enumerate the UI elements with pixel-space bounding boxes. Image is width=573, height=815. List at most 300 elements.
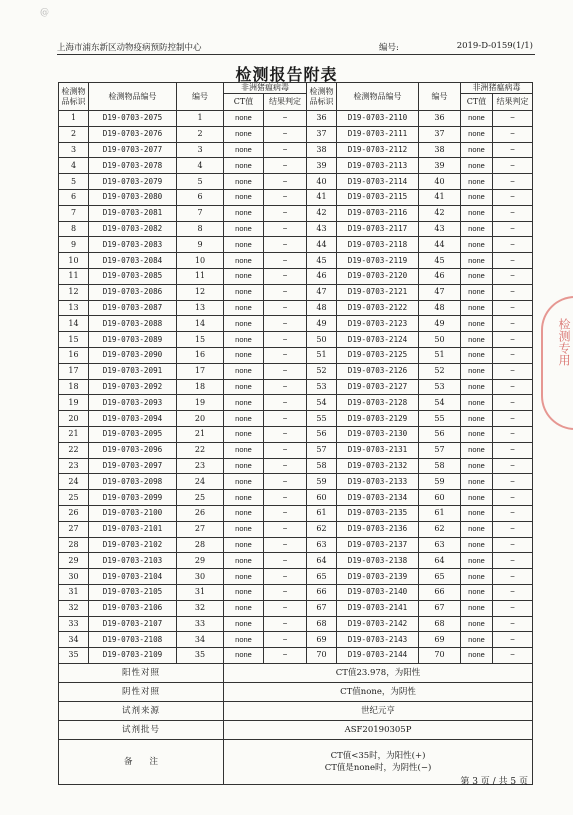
- cell-code: D19-0703-2081: [89, 205, 177, 221]
- table-row: [59, 569, 533, 585]
- cell-code2: D19-0703-2133: [337, 474, 419, 490]
- cell-code2: D19-0703-2143: [337, 632, 419, 648]
- cell-code: D19-0703-2076: [89, 126, 177, 142]
- cell-res: −: [264, 111, 307, 127]
- table-row: [59, 553, 533, 569]
- cell-id: 14: [59, 316, 89, 332]
- cell-res2: −: [493, 505, 533, 521]
- cell-id2: 53: [307, 379, 337, 395]
- cell-no2: 65: [419, 569, 461, 585]
- cell-code: D19-0703-2079: [89, 174, 177, 190]
- cell-code: D19-0703-2103: [89, 553, 177, 569]
- cell-code: D19-0703-2087: [89, 300, 177, 316]
- cell-ct: none: [224, 268, 264, 284]
- cell-id2: 60: [307, 490, 337, 506]
- cell-code2: D19-0703-2140: [337, 584, 419, 600]
- reagent-batch-label: 试剂批号: [59, 720, 224, 739]
- cell-id: 22: [59, 442, 89, 458]
- cell-res: −: [264, 126, 307, 142]
- cell-no: 24: [177, 474, 224, 490]
- corner-mark: @: [40, 8, 49, 18]
- col-sample-code: 检测物品编号: [89, 83, 177, 111]
- cell-id: 29: [59, 553, 89, 569]
- table-row: [59, 474, 533, 490]
- cell-no2: 59: [419, 474, 461, 490]
- cell-res: −: [264, 616, 307, 632]
- cell-no2: 36: [419, 111, 461, 127]
- cell-res: −: [264, 253, 307, 269]
- table-row: [59, 521, 533, 537]
- cell-code: D19-0703-2105: [89, 584, 177, 600]
- cell-no: 33: [177, 616, 224, 632]
- cell-id: 9: [59, 237, 89, 253]
- cell-no: 10: [177, 253, 224, 269]
- cell-res: −: [264, 442, 307, 458]
- cell-res: −: [264, 632, 307, 648]
- cell-ct2: none: [461, 411, 493, 427]
- page-number: 第 3 页 / 共 5 页: [460, 777, 528, 787]
- cell-res: −: [264, 158, 307, 174]
- col-ct-2: CT值: [461, 94, 493, 111]
- cell-ct2: none: [461, 426, 493, 442]
- cell-code2: D19-0703-2144: [337, 648, 419, 664]
- cell-no: 18: [177, 379, 224, 395]
- table-row: [59, 189, 533, 205]
- cell-res: −: [264, 521, 307, 537]
- cell-id2: 59: [307, 474, 337, 490]
- cell-id2: 37: [307, 126, 337, 142]
- cell-no: 6: [177, 189, 224, 205]
- cell-res: −: [264, 189, 307, 205]
- cell-res: −: [264, 648, 307, 664]
- cell-id2: 55: [307, 411, 337, 427]
- cell-no: 12: [177, 284, 224, 300]
- cell-ct: none: [224, 189, 264, 205]
- cell-no: 21: [177, 426, 224, 442]
- cell-id2: 36: [307, 111, 337, 127]
- negative-control-row: [59, 682, 533, 701]
- table-row: [59, 600, 533, 616]
- cell-res2: −: [493, 521, 533, 537]
- cell-ct: none: [224, 142, 264, 158]
- cell-no: 14: [177, 316, 224, 332]
- col-number-2: 编号: [419, 83, 461, 111]
- positive-control-row: [59, 663, 533, 682]
- cell-no2: 56: [419, 426, 461, 442]
- cell-code2: D19-0703-2113: [337, 158, 419, 174]
- cell-code2: D19-0703-2138: [337, 553, 419, 569]
- cell-res: −: [264, 268, 307, 284]
- cell-code: D19-0703-2080: [89, 189, 177, 205]
- table-row: [59, 616, 533, 632]
- cell-ct2: none: [461, 268, 493, 284]
- cell-res2: −: [493, 395, 533, 411]
- cell-id2: 50: [307, 332, 337, 348]
- cell-res: −: [264, 458, 307, 474]
- cell-no2: 62: [419, 521, 461, 537]
- cell-id2: 47: [307, 284, 337, 300]
- cell-ct: none: [224, 411, 264, 427]
- cell-ct2: none: [461, 505, 493, 521]
- cell-res2: −: [493, 237, 533, 253]
- cell-no: 22: [177, 442, 224, 458]
- cell-res2: −: [493, 537, 533, 553]
- table-row: [59, 379, 533, 395]
- cell-no2: 70: [419, 648, 461, 664]
- cell-no2: 43: [419, 221, 461, 237]
- cell-id: 1: [59, 111, 89, 127]
- cell-code: D19-0703-2085: [89, 268, 177, 284]
- reagent-batch-row: [59, 720, 533, 739]
- cell-no2: 53: [419, 379, 461, 395]
- cell-code: D19-0703-2077: [89, 142, 177, 158]
- cell-res2: −: [493, 332, 533, 348]
- cell-no2: 49: [419, 316, 461, 332]
- cell-no2: 46: [419, 268, 461, 284]
- remarks-label: 备 注: [59, 739, 224, 784]
- cell-id: 31: [59, 584, 89, 600]
- cell-ct2: none: [461, 189, 493, 205]
- page-title: 检测报告附表: [235, 65, 338, 84]
- cell-ct2: none: [461, 584, 493, 600]
- cell-ct: none: [224, 126, 264, 142]
- cell-res2: −: [493, 474, 533, 490]
- cell-ct2: none: [461, 363, 493, 379]
- cell-id: 17: [59, 363, 89, 379]
- cell-id: 21: [59, 426, 89, 442]
- cell-id2: 45: [307, 253, 337, 269]
- cell-no2: 39: [419, 158, 461, 174]
- header-row-1: [59, 83, 533, 94]
- cell-id: 20: [59, 411, 89, 427]
- cell-no: 15: [177, 332, 224, 348]
- cell-id2: 48: [307, 300, 337, 316]
- cell-code2: D19-0703-2123: [337, 316, 419, 332]
- cell-no: 11: [177, 268, 224, 284]
- cell-ct2: none: [461, 616, 493, 632]
- cell-ct2: none: [461, 126, 493, 142]
- cell-ct: none: [224, 332, 264, 348]
- cell-id: 30: [59, 569, 89, 585]
- cell-no2: 55: [419, 411, 461, 427]
- cell-code2: D19-0703-2132: [337, 458, 419, 474]
- cell-id2: 67: [307, 600, 337, 616]
- table-row: [59, 237, 533, 253]
- col-number: 编号: [177, 83, 224, 111]
- cell-id: 27: [59, 521, 89, 537]
- cell-no: 29: [177, 553, 224, 569]
- cell-res: −: [264, 395, 307, 411]
- cell-res2: −: [493, 253, 533, 269]
- cell-code: D19-0703-2094: [89, 411, 177, 427]
- cell-id: 7: [59, 205, 89, 221]
- cell-res: −: [264, 411, 307, 427]
- cell-id: 26: [59, 505, 89, 521]
- cell-no: 28: [177, 537, 224, 553]
- cell-ct2: none: [461, 442, 493, 458]
- cell-id: 23: [59, 458, 89, 474]
- cell-res: −: [264, 505, 307, 521]
- cell-no2: 58: [419, 458, 461, 474]
- cell-res: −: [264, 347, 307, 363]
- cell-res2: −: [493, 347, 533, 363]
- cell-no: 35: [177, 648, 224, 664]
- cell-code2: D19-0703-2114: [337, 174, 419, 190]
- remarks-line-2: CT值是none时，为阴性(−): [324, 762, 432, 773]
- cell-code2: D19-0703-2141: [337, 600, 419, 616]
- cell-res2: −: [493, 221, 533, 237]
- cell-no: 9: [177, 237, 224, 253]
- cell-ct2: none: [461, 395, 493, 411]
- cell-res2: −: [493, 111, 533, 127]
- cell-id: 24: [59, 474, 89, 490]
- cell-ct2: none: [461, 648, 493, 664]
- col-result-2: 结果判定: [493, 94, 533, 111]
- col-sample-code-2: 检测物品编号: [337, 83, 419, 111]
- cell-code2: D19-0703-2131: [337, 442, 419, 458]
- cell-no2: 38: [419, 142, 461, 158]
- cell-ct2: none: [461, 600, 493, 616]
- cell-no: 27: [177, 521, 224, 537]
- cell-code: D19-0703-2106: [89, 600, 177, 616]
- cell-code2: D19-0703-2124: [337, 332, 419, 348]
- cell-ct: none: [224, 379, 264, 395]
- cell-res: −: [264, 490, 307, 506]
- cell-no2: 44: [419, 237, 461, 253]
- cell-no2: 42: [419, 205, 461, 221]
- table-row: [59, 205, 533, 221]
- cell-res2: −: [493, 268, 533, 284]
- cell-ct2: none: [461, 174, 493, 190]
- cell-ct: none: [224, 284, 264, 300]
- cell-no: 1: [177, 111, 224, 127]
- negative-control-value: CT值none，为阴性: [224, 682, 533, 701]
- cell-ct2: none: [461, 490, 493, 506]
- cell-code: D19-0703-2091: [89, 363, 177, 379]
- cell-ct2: none: [461, 458, 493, 474]
- cell-ct: none: [224, 205, 264, 221]
- cell-code2: D19-0703-2120: [337, 268, 419, 284]
- cell-code: D19-0703-2093: [89, 395, 177, 411]
- cell-id2: 68: [307, 616, 337, 632]
- cell-code: D19-0703-2102: [89, 537, 177, 553]
- cell-no2: 60: [419, 490, 461, 506]
- cell-no2: 47: [419, 284, 461, 300]
- seal-text: 检测专用: [557, 318, 571, 366]
- cell-code2: D19-0703-2121: [337, 284, 419, 300]
- cell-code2: D19-0703-2116: [337, 205, 419, 221]
- cell-id2: 51: [307, 347, 337, 363]
- cell-code: D19-0703-2083: [89, 237, 177, 253]
- cell-id: 34: [59, 632, 89, 648]
- cell-res2: −: [493, 300, 533, 316]
- cell-id: 12: [59, 284, 89, 300]
- cell-ct2: none: [461, 284, 493, 300]
- cell-id2: 39: [307, 158, 337, 174]
- cell-ct2: none: [461, 253, 493, 269]
- cell-res2: −: [493, 189, 533, 205]
- cell-no2: 41: [419, 189, 461, 205]
- cell-res: −: [264, 221, 307, 237]
- cell-id2: 63: [307, 537, 337, 553]
- cell-no2: 57: [419, 442, 461, 458]
- cell-code2: D19-0703-2115: [337, 189, 419, 205]
- cell-ct: none: [224, 158, 264, 174]
- cell-code: D19-0703-2078: [89, 158, 177, 174]
- cell-id2: 52: [307, 363, 337, 379]
- cell-id: 10: [59, 253, 89, 269]
- cell-code: D19-0703-2075: [89, 111, 177, 127]
- report-number-value: 2019-D-0159(1/1): [456, 41, 533, 51]
- reagent-source-value: 世纪元亨: [224, 701, 533, 720]
- cell-id: 2: [59, 126, 89, 142]
- cell-res: −: [264, 379, 307, 395]
- cell-code: D19-0703-2095: [89, 426, 177, 442]
- cell-no2: 54: [419, 395, 461, 411]
- cell-ct2: none: [461, 537, 493, 553]
- table-row: [59, 126, 533, 142]
- table-row: [59, 584, 533, 600]
- reagent-batch-value: ASF20190305P: [224, 720, 533, 739]
- cell-no2: 68: [419, 616, 461, 632]
- cell-id: 13: [59, 300, 89, 316]
- cell-code2: D19-0703-2128: [337, 395, 419, 411]
- table-row: [59, 158, 533, 174]
- summary-body: [59, 663, 533, 784]
- results-table: [58, 82, 533, 785]
- cell-res2: −: [493, 158, 533, 174]
- cell-no: 34: [177, 632, 224, 648]
- cell-ct2: none: [461, 142, 493, 158]
- cell-code: D19-0703-2107: [89, 616, 177, 632]
- cell-code2: D19-0703-2111: [337, 126, 419, 142]
- cell-ct2: none: [461, 316, 493, 332]
- report-number-label: 编号:: [379, 43, 399, 53]
- table-row: [59, 490, 533, 506]
- cell-id: 19: [59, 395, 89, 411]
- cell-code2: D19-0703-2134: [337, 490, 419, 506]
- cell-res: −: [264, 584, 307, 600]
- cell-res: −: [264, 284, 307, 300]
- table-row: [59, 458, 533, 474]
- cell-res: −: [264, 569, 307, 585]
- cell-ct: none: [224, 648, 264, 664]
- cell-res: −: [264, 537, 307, 553]
- cell-no: 20: [177, 411, 224, 427]
- table-row: [59, 268, 533, 284]
- cell-ct2: none: [461, 237, 493, 253]
- cell-code2: D19-0703-2130: [337, 426, 419, 442]
- positive-control-label: 阳性对照: [59, 663, 224, 682]
- cell-code2: D19-0703-2118: [337, 237, 419, 253]
- cell-id2: 57: [307, 442, 337, 458]
- cell-res: −: [264, 426, 307, 442]
- cell-no: 32: [177, 600, 224, 616]
- cell-code: D19-0703-2082: [89, 221, 177, 237]
- cell-no: 3: [177, 142, 224, 158]
- cell-id2: 56: [307, 426, 337, 442]
- cell-res2: −: [493, 379, 533, 395]
- table-row: [59, 300, 533, 316]
- cell-res2: −: [493, 205, 533, 221]
- cell-no2: 40: [419, 174, 461, 190]
- cell-code2: D19-0703-2122: [337, 300, 419, 316]
- cell-id: 4: [59, 158, 89, 174]
- cell-ct: none: [224, 616, 264, 632]
- cell-res: −: [264, 300, 307, 316]
- cell-res2: −: [493, 584, 533, 600]
- table-row: [59, 411, 533, 427]
- cell-no2: 63: [419, 537, 461, 553]
- table-row: [59, 253, 533, 269]
- cell-res2: −: [493, 284, 533, 300]
- cell-res2: −: [493, 458, 533, 474]
- positive-control-value: CT值23.978，为阳性: [224, 663, 533, 682]
- organization-name: 上海市浦东新区动物疫病预防控制中心: [57, 43, 202, 53]
- cell-no2: 50: [419, 332, 461, 348]
- results-body: [59, 111, 533, 664]
- cell-no: 7: [177, 205, 224, 221]
- cell-ct2: none: [461, 553, 493, 569]
- cell-ct: none: [224, 569, 264, 585]
- cell-ct: none: [224, 521, 264, 537]
- cell-ct: none: [224, 474, 264, 490]
- cell-res: −: [264, 316, 307, 332]
- cell-id: 18: [59, 379, 89, 395]
- cell-id2: 41: [307, 189, 337, 205]
- cell-no: 4: [177, 158, 224, 174]
- cell-code: D19-0703-2108: [89, 632, 177, 648]
- cell-no: 25: [177, 490, 224, 506]
- cell-ct2: none: [461, 221, 493, 237]
- table-row: [59, 111, 533, 127]
- cell-ct: none: [224, 253, 264, 269]
- cell-id: 25: [59, 490, 89, 506]
- cell-no: 5: [177, 174, 224, 190]
- cell-ct: none: [224, 316, 264, 332]
- cell-no: 17: [177, 363, 224, 379]
- cell-code2: D19-0703-2137: [337, 537, 419, 553]
- cell-id: 28: [59, 537, 89, 553]
- cell-no: 30: [177, 569, 224, 585]
- cell-ct: none: [224, 237, 264, 253]
- cell-ct: none: [224, 458, 264, 474]
- cell-code: D19-0703-2089: [89, 332, 177, 348]
- cell-id: 33: [59, 616, 89, 632]
- remarks-line-1: CT值<35时，为阳性(+): [330, 750, 426, 761]
- cell-no2: 66: [419, 584, 461, 600]
- cell-ct2: none: [461, 111, 493, 127]
- cell-id2: 64: [307, 553, 337, 569]
- cell-no: 8: [177, 221, 224, 237]
- cell-code: D19-0703-2104: [89, 569, 177, 585]
- cell-id: 8: [59, 221, 89, 237]
- cell-id2: 61: [307, 505, 337, 521]
- cell-no: 13: [177, 300, 224, 316]
- cell-no: 2: [177, 126, 224, 142]
- cell-res2: −: [493, 126, 533, 142]
- cell-res: −: [264, 142, 307, 158]
- cell-code: D19-0703-2099: [89, 490, 177, 506]
- table-row: [59, 316, 533, 332]
- table-row: [59, 426, 533, 442]
- reagent-source-label: 试剂来源: [59, 701, 224, 720]
- cell-code: D19-0703-2097: [89, 458, 177, 474]
- table-row: [59, 395, 533, 411]
- table-row: [59, 221, 533, 237]
- cell-ct: none: [224, 505, 264, 521]
- col-ct: CT值: [224, 94, 264, 111]
